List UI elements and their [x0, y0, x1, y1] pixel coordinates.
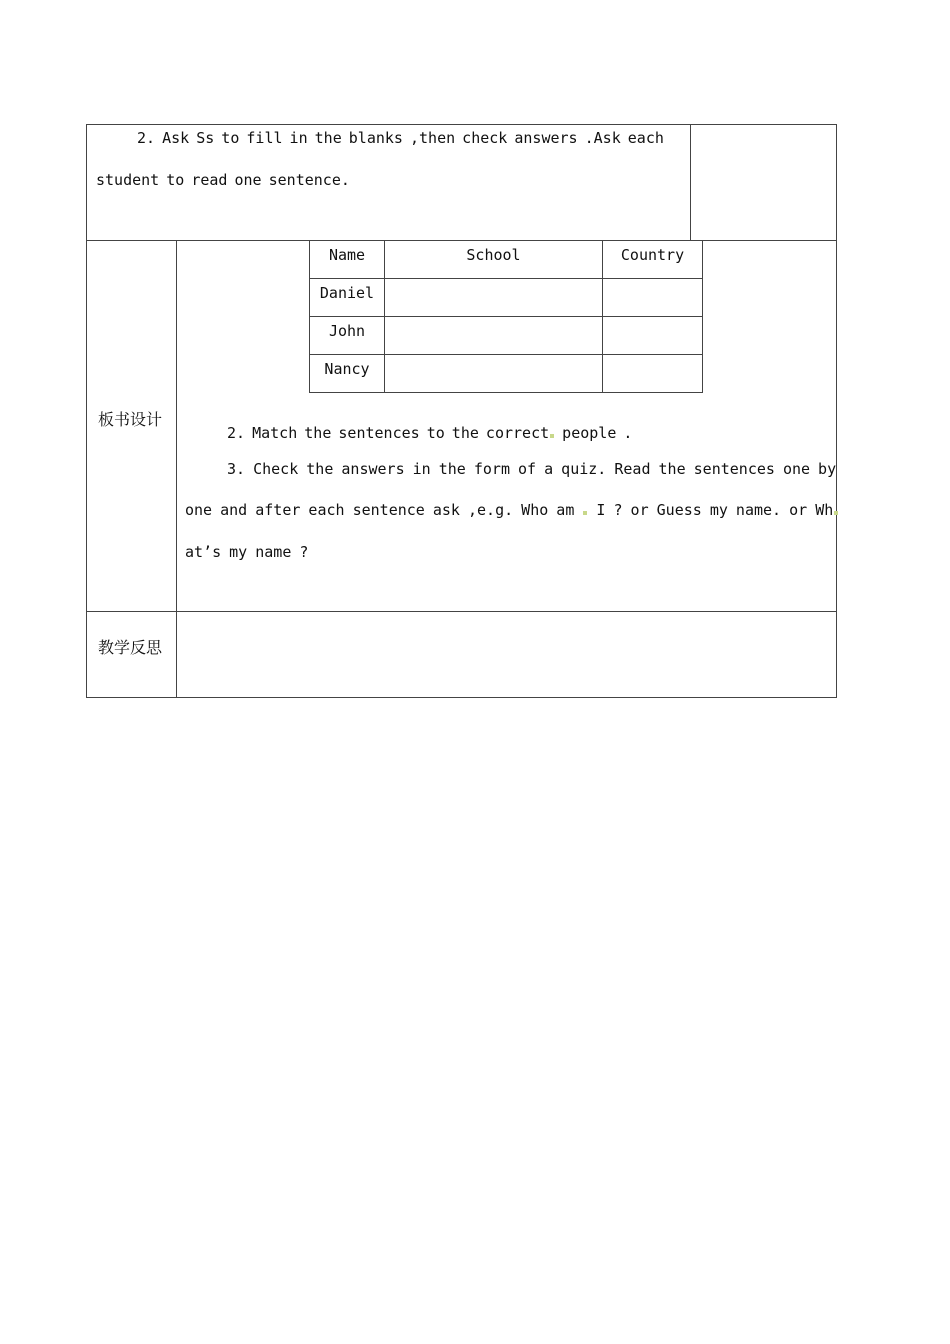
header-country: Country [603, 241, 703, 279]
edit-mark-icon [583, 511, 587, 515]
table-cell-country [603, 355, 703, 393]
table-cell-name: Daniel [310, 279, 385, 317]
table-row [310, 317, 703, 355]
item-2-line [227, 424, 632, 442]
header-name: Name [310, 241, 385, 279]
header-school: School [385, 241, 603, 279]
item-2-text: 2. Match the sentences to the correct [227, 424, 550, 442]
table-row [310, 355, 703, 393]
reflection-row [86, 611, 837, 698]
item-3-line-2b: I ? or Guess my name. or Wh [588, 501, 834, 519]
table-header-row [310, 241, 703, 279]
edit-mark-icon [550, 434, 554, 438]
item-2-tail: people . [555, 424, 633, 442]
table-cell-country [603, 317, 703, 355]
student-info-table [309, 240, 703, 393]
table-cell-country [603, 279, 703, 317]
table-row [310, 279, 703, 317]
table-cell-school [385, 317, 603, 355]
board-design-label: 板书设计 [98, 410, 163, 429]
top-cell-line-1: 2. Ask Ss to fill in the blanks ,then check answers .Ask each [137, 129, 664, 147]
table-cell-school [385, 355, 603, 393]
item-3-line-3: at’s my name ? [185, 543, 309, 561]
item-3-line-2a: one and after each sentence ask ,e.g. Who am [185, 501, 583, 519]
edit-mark-icon [834, 511, 838, 515]
reflection-label: 教学反思 [98, 638, 163, 657]
table-cell-name: John [310, 317, 385, 355]
top-cell-line-2: student to read one sentence. [96, 171, 350, 189]
table-cell-school [385, 279, 603, 317]
item-3-line-1: 3. Check the answers in the form of a quiz. Read the sentences one by [227, 460, 837, 478]
top-row-divider [690, 124, 691, 241]
table-cell-name: Nancy [310, 355, 385, 393]
item-3-line-2 [185, 501, 839, 519]
